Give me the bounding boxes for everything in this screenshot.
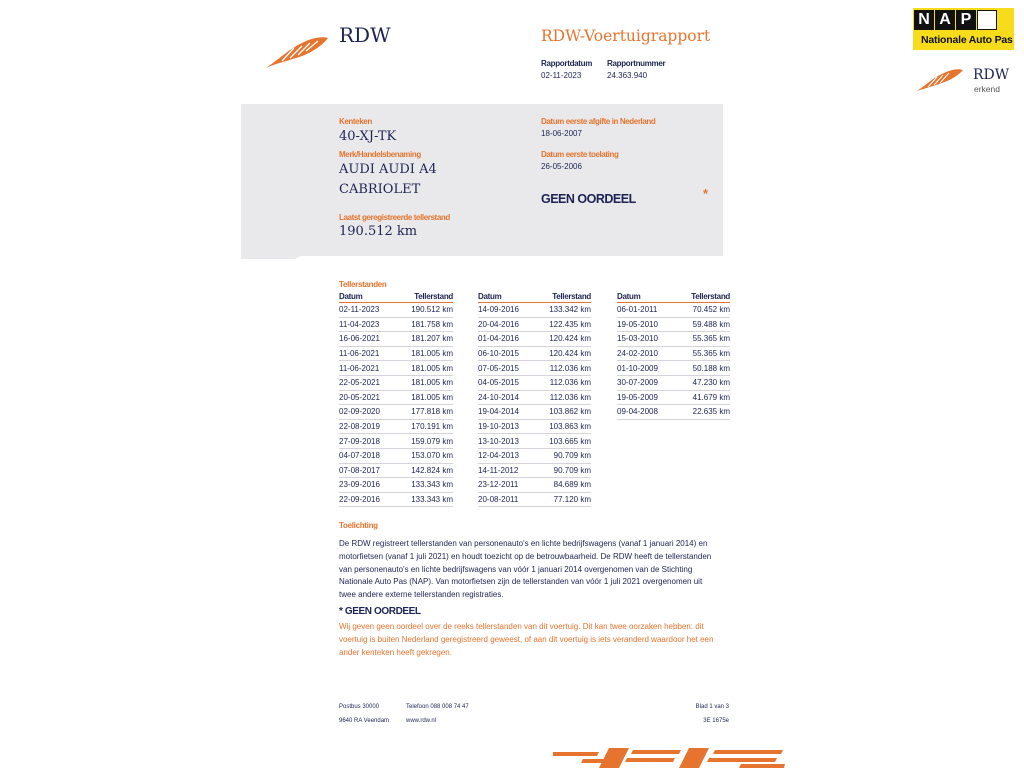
rdw-feather-logo-icon	[264, 34, 330, 70]
footer-plaats: 9640 RA Veendam	[339, 718, 390, 724]
col-datum-header: Datum	[478, 290, 534, 303]
row-datum: 06-10-2015	[478, 346, 534, 361]
row-tellerstand: 50.188 km	[675, 361, 730, 376]
row-datum: 24-02-2010	[617, 346, 675, 361]
geen-oordeel-paragraph	[339, 621, 739, 659]
footer-document-code: 3E 1675e	[703, 718, 729, 724]
table-row	[339, 303, 453, 318]
decorative-stripes-icon	[553, 746, 785, 768]
table-row	[478, 375, 591, 390]
row-datum: 23-09-2016	[339, 478, 395, 493]
table-row	[339, 332, 453, 347]
eerste-afgifte-label: Datum eerste afgifte in Nederland	[541, 117, 656, 126]
footer-website-link[interactable]: www.rdw.nl	[406, 718, 437, 724]
row-datum: 15-03-2010	[617, 332, 675, 347]
toelichting-line: twee andere externe tellerstanden registraties.	[339, 590, 504, 600]
toelichting-line: motorfietsen (vanaf 1 juli 2021) en houdt toezicht op de betrouwbaarheid. De RDW heeft de tellerstanden	[339, 551, 712, 561]
table-row	[478, 317, 591, 332]
row-datum: 02-11-2023	[339, 303, 395, 318]
merk-value-line2: CABRIOLET	[339, 182, 421, 197]
row-tellerstand: 103.665 km	[534, 434, 591, 449]
table-row	[478, 405, 591, 420]
geen-oordeel-line: ander kenteken heeft gekregen.	[339, 647, 452, 657]
toelichting-line: van personenauto's en lichte bedrijfswagens van vóór 1 januari 2014 overgenomen van de Stichting	[339, 564, 693, 574]
row-datum: 12-04-2013	[478, 448, 534, 463]
row-tellerstand: 170.191 km	[395, 419, 453, 434]
row-tellerstand: 112.036 km	[534, 390, 591, 405]
merk-value-line1: AUDI AUDI A4	[339, 162, 437, 177]
geen-oordeel-line: voertuig is buiten Nederland geregistreerd geweest, of aan dit voertuig is iets veranderd waardoor het een	[339, 634, 714, 644]
row-tellerstand: 112.036 km	[534, 375, 591, 390]
row-datum: 01-10-2009	[617, 361, 675, 376]
table-row	[339, 317, 453, 332]
rdw-logo-text: RDW	[339, 23, 391, 47]
table-row	[478, 492, 591, 507]
row-tellerstand: 153.070 km	[395, 448, 453, 463]
rapportdatum-label: Rapportdatum	[541, 59, 593, 68]
table-row	[339, 492, 453, 507]
row-tellerstand: 84.689 km	[534, 478, 591, 493]
col-datum-header: Datum	[617, 290, 675, 303]
row-tellerstand: 181.005 km	[395, 375, 453, 390]
row-tellerstand: 120.424 km	[534, 332, 591, 347]
row-tellerstand: 55.365 km	[675, 332, 730, 347]
row-tellerstand: 41.679 km	[675, 390, 730, 405]
row-tellerstand: 159.079 km	[395, 434, 453, 449]
row-datum: 11-04-2023	[339, 317, 395, 332]
tellerstanden-body	[617, 303, 730, 420]
table-row	[339, 463, 453, 478]
row-datum: 14-11-2012	[478, 463, 534, 478]
footer-page-indicator: Blad 1 van 3	[695, 704, 729, 710]
table-row	[478, 434, 591, 449]
oordeel-asterisk: *	[703, 186, 709, 201]
row-tellerstand: 133.343 km	[395, 478, 453, 493]
table-row	[617, 375, 730, 390]
row-datum: 19-04-2014	[478, 405, 534, 420]
table-row	[617, 346, 730, 361]
row-datum: 07-08-2017	[339, 463, 395, 478]
table-row	[617, 361, 730, 376]
table-row	[617, 405, 730, 420]
row-datum: 14-09-2016	[478, 303, 534, 318]
row-tellerstand: 47.230 km	[675, 375, 730, 390]
tellerstand-label: Laatst geregistreerde tellerstand	[339, 213, 450, 222]
table-row	[339, 405, 453, 420]
table-row	[339, 375, 453, 390]
rdw-erkend-subtext: erkend	[974, 84, 1000, 94]
row-datum: 19-05-2009	[617, 390, 675, 405]
row-datum: 27-09-2018	[339, 434, 395, 449]
eerste-toelating-value: 26-05-2006	[541, 162, 582, 171]
row-tellerstand: 133.342 km	[534, 303, 591, 318]
nap-text: Nationale Auto Pas	[921, 34, 1013, 46]
nap-letter-p: P	[956, 10, 976, 30]
table-row	[617, 390, 730, 405]
geen-oordeel-heading: * GEEN OORDEEL	[339, 606, 421, 617]
oordeel-status: GEEN OORDEEL	[541, 192, 636, 206]
row-datum: 13-10-2013	[478, 434, 534, 449]
table-row	[478, 332, 591, 347]
row-datum: 16-06-2021	[339, 332, 395, 347]
nap-letter-a: A	[935, 10, 955, 30]
row-datum: 20-08-2011	[478, 492, 534, 507]
table-row	[478, 419, 591, 434]
row-datum: 22-05-2021	[339, 375, 395, 390]
kenteken-value: 40-XJ-TK	[339, 129, 397, 144]
kenteken-label: Kenteken	[339, 117, 372, 126]
row-datum: 04-05-2015	[478, 375, 534, 390]
toelichting-paragraph	[339, 538, 739, 602]
table-row	[617, 332, 730, 347]
row-datum: 19-05-2010	[617, 317, 675, 332]
row-datum: 24-10-2014	[478, 390, 534, 405]
tellerstand-value: 190.512 km	[339, 224, 418, 239]
row-tellerstand: 181.005 km	[395, 390, 453, 405]
table-row	[339, 419, 453, 434]
table-row	[339, 448, 453, 463]
tellerstanden-body	[339, 303, 453, 507]
row-datum: 04-07-2018	[339, 448, 395, 463]
tellerstanden-table-3	[617, 290, 730, 420]
row-tellerstand: 90.709 km	[534, 463, 591, 478]
rapportdatum-value: 02-11-2023	[541, 71, 582, 80]
row-tellerstand: 77.120 km	[534, 492, 591, 507]
row-datum: 06-01-2011	[617, 303, 675, 318]
table-row	[339, 346, 453, 361]
merk-label: Merk/Handelsbenaming	[339, 150, 421, 159]
table-row	[478, 346, 591, 361]
table-row	[339, 390, 453, 405]
row-tellerstand: 120.424 km	[534, 346, 591, 361]
row-datum: 20-05-2021	[339, 390, 395, 405]
row-datum: 23-12-2011	[478, 478, 534, 493]
row-datum: 07-05-2015	[478, 361, 534, 376]
table-row	[478, 361, 591, 376]
row-datum: 19-10-2013	[478, 419, 534, 434]
table-row	[339, 434, 453, 449]
toelichting-title: Toelichting	[339, 521, 378, 530]
geen-oordeel-line: Wij geven geen oordeel over de reeks tellerstanden van dit voertuig. Dit kan twee oorzaken hebben: dit	[339, 622, 704, 631]
row-tellerstand: 90.709 km	[534, 448, 591, 463]
footer-telefoon: Telefoon 088 008 74 47	[406, 704, 469, 710]
table-row	[617, 317, 730, 332]
table-row	[339, 478, 453, 493]
rdw-erkend-logo-text: RDW	[973, 67, 1010, 83]
row-tellerstand: 177.818 km	[395, 405, 453, 420]
row-tellerstand: 181.758 km	[395, 317, 453, 332]
col-tellerstand-header: Tellerstand	[675, 290, 730, 303]
tellerstanden-table-2	[478, 290, 591, 507]
row-datum: 09-04-2008	[617, 405, 675, 420]
row-tellerstand: 142.824 km	[395, 463, 453, 478]
row-tellerstand: 55.365 km	[675, 346, 730, 361]
rapportnummer-value: 24.363.940	[607, 71, 648, 80]
row-tellerstand: 70.452 km	[675, 303, 730, 318]
row-datum: 30-07-2009	[617, 375, 675, 390]
row-datum: 20-04-2016	[478, 317, 534, 332]
nap-letter-n: N	[914, 10, 934, 30]
rdw-erkend-feather-icon	[916, 67, 964, 93]
nap-blank-square	[977, 10, 997, 30]
table-row	[478, 390, 591, 405]
col-datum-header: Datum	[339, 290, 395, 303]
panel-tail-decoration	[241, 255, 303, 260]
row-tellerstand: 59.488 km	[675, 317, 730, 332]
row-datum: 01-04-2016	[478, 332, 534, 347]
rapportnummer-label: Rapportnummer	[607, 59, 666, 68]
row-tellerstand: 181.207 km	[395, 332, 453, 347]
col-tellerstand-header: Tellerstand	[395, 290, 453, 303]
toelichting-line: Nationale Auto Pas (NAP). Van motorfietsen zijn de tellerstanden van vóór 1 juli 2021 overgenomen uit	[339, 577, 703, 587]
tellerstanden-title: Tellerstanden	[339, 280, 387, 289]
eerste-afgifte-value: 18-06-2007	[541, 129, 582, 138]
row-datum: 22-08-2019	[339, 419, 395, 434]
row-tellerstand: 190.512 km	[395, 303, 453, 318]
nap-badge	[913, 8, 1014, 50]
table-row	[478, 448, 591, 463]
vehicle-info-panel	[241, 104, 723, 256]
row-tellerstand: 181.005 km	[395, 361, 453, 376]
row-tellerstand: 112.036 km	[534, 361, 591, 376]
footer-postbus: Postbus 30000	[339, 704, 380, 710]
row-datum: 11-06-2021	[339, 361, 395, 376]
tellerstanden-body	[478, 303, 591, 507]
table-row	[478, 463, 591, 478]
table-row	[339, 361, 453, 376]
row-tellerstand: 103.863 km	[534, 419, 591, 434]
row-tellerstand: 103.862 km	[534, 405, 591, 420]
row-tellerstand: 122.435 km	[534, 317, 591, 332]
tellerstanden-table-1	[339, 290, 453, 507]
table-row	[478, 303, 591, 318]
row-datum: 02-09-2020	[339, 405, 395, 420]
row-datum: 22-09-2016	[339, 492, 395, 507]
col-tellerstand-header: Tellerstand	[534, 290, 591, 303]
toelichting-line: De RDW registreert tellerstanden van personenauto's en lichte bedrijfswagens (vanaf 1 januari 2014) en	[339, 539, 708, 548]
report-title: RDW-Voertuigrapport	[541, 27, 711, 45]
row-datum: 11-06-2021	[339, 346, 395, 361]
row-tellerstand: 133.343 km	[395, 492, 453, 507]
row-tellerstand: 181.005 km	[395, 346, 453, 361]
eerste-toelating-label: Datum eerste toelating	[541, 150, 619, 159]
table-row	[478, 478, 591, 493]
row-tellerstand: 22.635 km	[675, 405, 730, 420]
table-row	[617, 303, 730, 318]
